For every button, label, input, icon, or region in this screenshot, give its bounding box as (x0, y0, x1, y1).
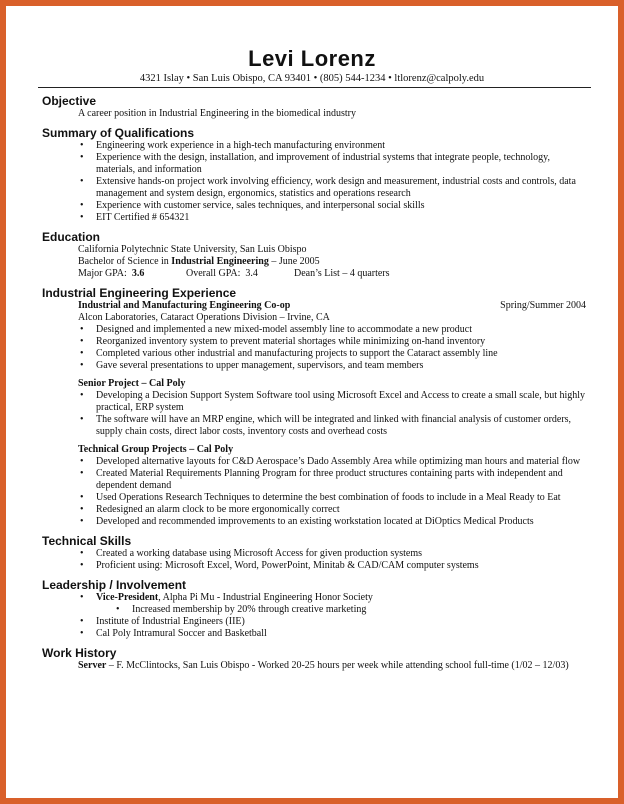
education-section (42, 230, 590, 280)
list-item: • Reorganized inventory system to prevent material shortages while minimizing on-hand inventory (42, 336, 590, 348)
objective-heading: Objective (42, 94, 97, 108)
list-item: • Developing a Decision Support System Software tool using Microsoft Excel and Access to create a small scale, but highly practical, ERP system (42, 390, 590, 414)
senior-project-list (42, 390, 590, 438)
list-item: • The software will have an MRP engine, which will be integrated and linked with financial analysis of customer orders, supply chain costs, direct labor costs, inventory costs and overhead costs (42, 414, 590, 438)
degree-prefix: Bachelor of Science in (78, 256, 172, 267)
leadership-heading: Leadership / Involvement (42, 578, 187, 592)
list-item: • Redesigned an alarm clock to be more ergonomically correct (42, 504, 590, 516)
major-gpa-value: 3.6 (131, 268, 145, 279)
work-heading: Work History (42, 646, 117, 660)
technical-section (42, 534, 590, 572)
list-item: • Designed and implemented a new mixed-model assembly line to accommodate a new product (42, 324, 590, 336)
list-item: • Institute of Industrial Engineers (IIE) (42, 616, 590, 628)
list-item: • Used Operations Research Techniques to determine the best combination of foods to include in a Meal Ready to Eat (42, 492, 590, 504)
overall-gpa-label: Overall GPA: (186, 268, 241, 279)
list-item: • Engineering work experience in a high-tech manufacturing environment (42, 140, 590, 152)
summary-list (42, 140, 590, 224)
summary-heading: Summary of Qualifications (42, 126, 195, 140)
technical-list (42, 548, 590, 572)
list-item: • Cal Poly Intramural Soccer and Basketball (42, 628, 590, 640)
list-item: • Experience with customer service, sales techniques, and interpersonal social skills (42, 200, 590, 212)
vp-rest: , Alpha Pi Mu - Industrial Engineering Honor Society (158, 592, 373, 603)
technical-heading: Technical Skills (42, 534, 132, 548)
objective-section (42, 94, 590, 120)
job-list (42, 324, 590, 372)
education-school: California Polytechnic State University, San Luis Obispo (78, 244, 307, 255)
vp-title: Vice-President (96, 592, 159, 603)
resume-name: Levi Lorenz (248, 46, 376, 71)
education-degree (42, 256, 590, 268)
resume-content (42, 94, 590, 678)
education-gpa (42, 268, 590, 280)
deans-list: Dean’s List – 4 quarters (294, 268, 390, 279)
summary-section (42, 126, 590, 224)
objective-text: A career position in Industrial Engineering in the biomedical industry (78, 108, 356, 119)
job-date: Spring/Summer 2004 (500, 300, 586, 311)
overall-gpa-value: 3.4 (245, 268, 258, 279)
list-item: • Created a working database using Microsoft Access for given production systems (42, 548, 590, 560)
major-gpa-label: Major GPA: (78, 268, 127, 279)
list-item: • Extensive hands-on project work involving efficiency, work design and measurement, industrial costs and controls, data management and system design, ergonomics, statistics and operations research (42, 176, 590, 200)
experience-heading: Industrial Engineering Experience (42, 286, 237, 300)
work-role: Server (78, 660, 107, 671)
list-item (42, 592, 590, 604)
list-item: • Developed and recommended improvements to an existing workstation located at DiOptics Medical Products (42, 516, 590, 528)
work-section (42, 646, 590, 672)
degree-major: Industrial Engineering (171, 256, 269, 267)
list-subitem: • Increased membership by 20% through creative marketing (42, 604, 590, 616)
work-detail: – F. McClintocks, San Luis Obispo - Worked 20-25 hours per week while attending school full-time (1/02 – 12/03) (106, 660, 569, 671)
list-item: • Experience with the design, installation, and improvement of industrial systems that integrate people, technology, materials, and information (42, 152, 590, 176)
list-item: • Proficient using: Microsoft Excel, Word, PowerPoint, Minitab & CAD/CAM computer systems (42, 560, 590, 572)
education-heading: Education (42, 230, 101, 244)
group-projects-title: Technical Group Projects – Cal Poly (78, 444, 234, 455)
list-item: • Completed various other industrial and manufacturing projects to support the Cataract assembly line (42, 348, 590, 360)
resume-page (6, 6, 618, 798)
leadership-list (42, 592, 590, 640)
job-company: Alcon Laboratories, Cataract Operations Division – Irvine, CA (78, 312, 330, 323)
senior-project-title: Senior Project – Cal Poly (78, 378, 186, 389)
contact-line: 4321 Islay • San Luis Obispo, CA 93401 • (805) 544-1234 • ltlorenz@calpoly.edu (139, 73, 485, 84)
list-item: • Developed alternative layouts for C&D Aerospace’s Dado Assembly Area while optimizing man hours and material flow (42, 456, 590, 468)
list-item: • Created Material Requirements Planning Program for three product structures containing parts with independent and dependent demand (42, 468, 590, 492)
work-entry (42, 660, 590, 672)
leadership-section (42, 578, 590, 640)
list-item: • Gave several presentations to upper management, supervisors, and team members (42, 360, 590, 372)
job-title: Industrial and Manufacturing Engineering Co-op (78, 300, 291, 311)
group-projects-list (42, 456, 590, 528)
job-header (42, 300, 590, 312)
experience-section (42, 286, 590, 528)
degree-date: – June 2005 (268, 256, 320, 267)
list-item: • EIT Certified # 654321 (42, 212, 590, 224)
header-divider (38, 87, 591, 88)
